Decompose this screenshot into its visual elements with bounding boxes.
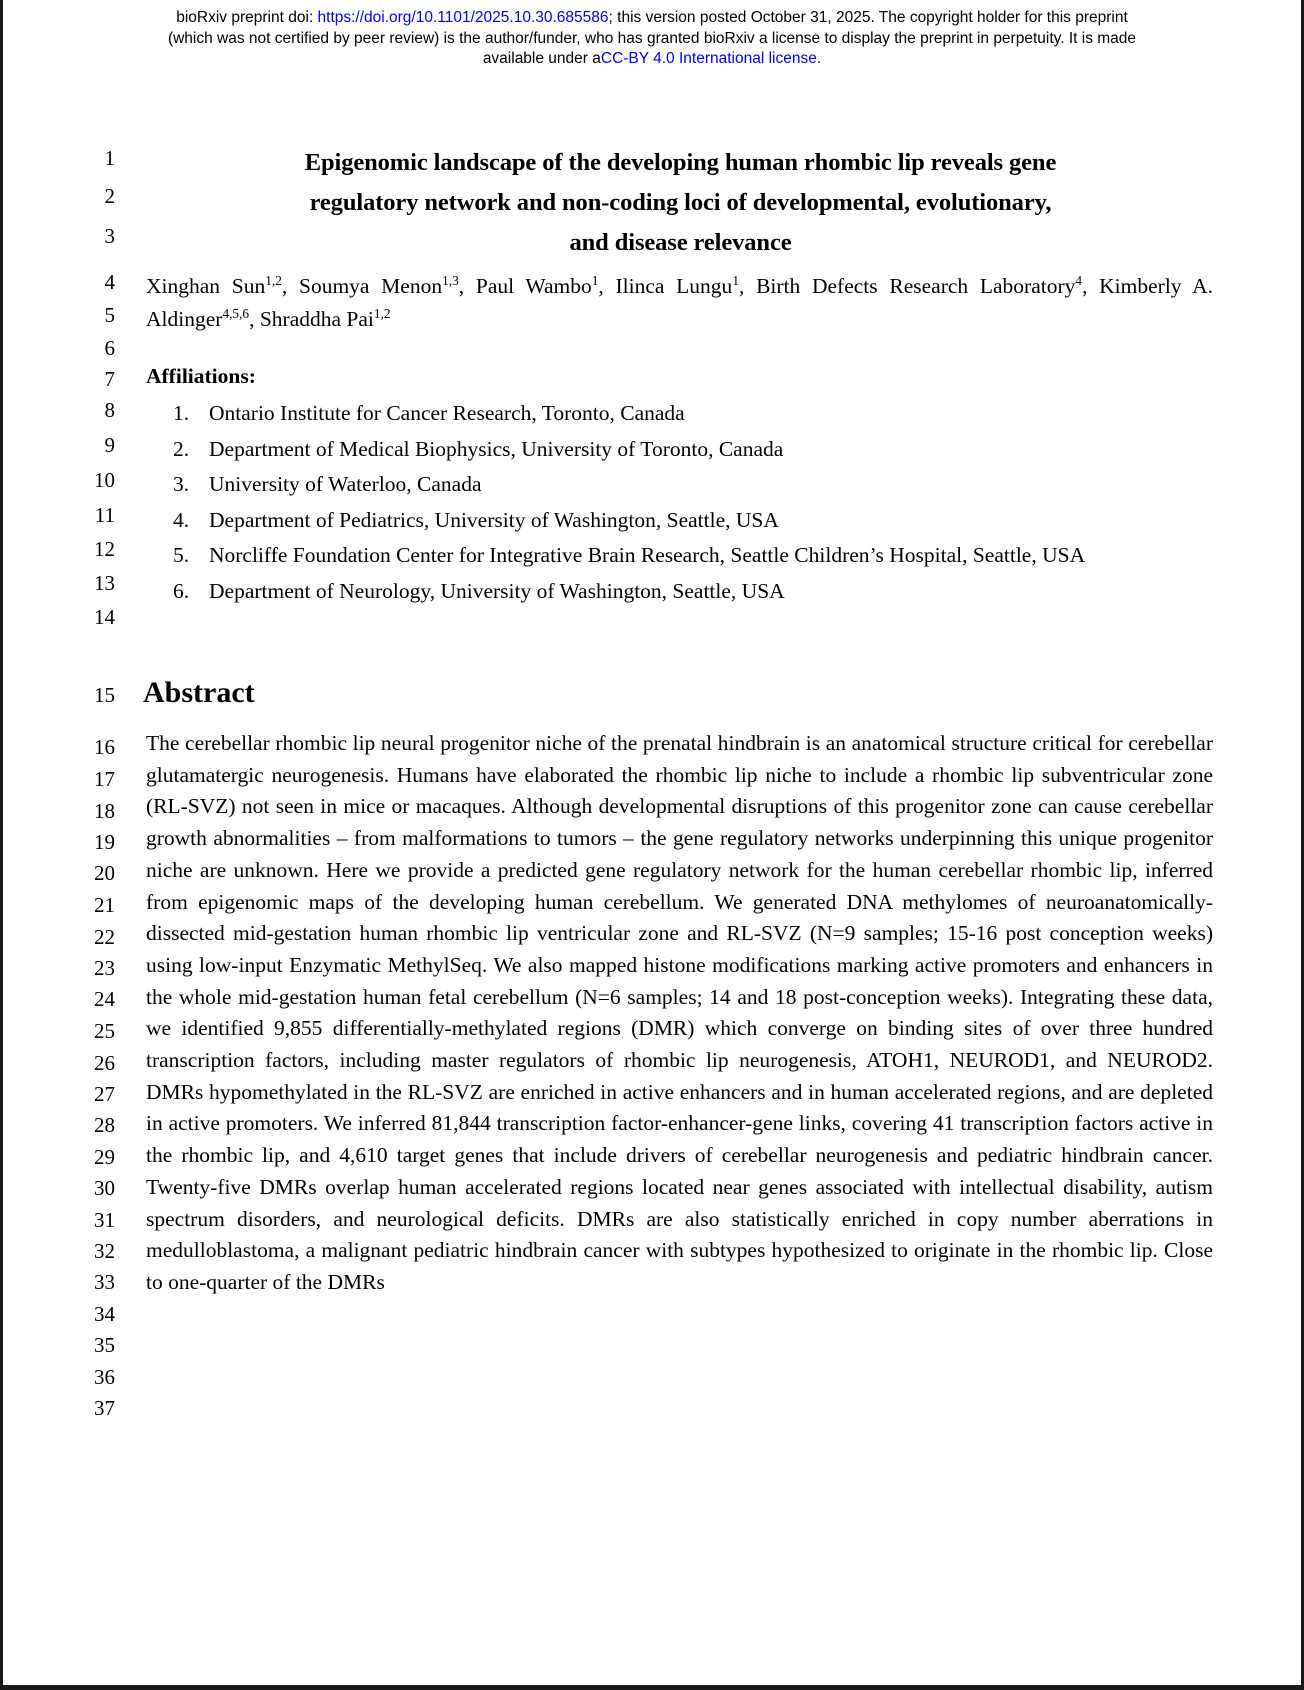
line-number: 10 (94, 468, 115, 492)
author-list: Xinghan Sun$^{1,2}$, Soumya Menon$^{1,3}$, Paul Wambo$^1$, Ilinca Lungu$^1$, Birth Defects Research Laboratory$^4$, Kimberly A. Aldinger$^{4,5,6}$, Shraddha Pai$^{1,2}$ (146, 272, 1213, 331)
header-license-suffix: . (816, 50, 822, 67)
line-number: 12 (94, 537, 115, 561)
line-number: 31 (94, 1208, 115, 1232)
title-line-2: regulatory network and non-coding loci of developmental, evolutionary, (309, 189, 1052, 216)
abstract-paragraph: The cerebellar rhombic lip neural progenitor niche of the prenatal hindbrain is an anatomical structure critical for cerebellar glutamatergic neurogenesis. Humans have elaborated the rhombic lip niche to include a rhombic lip subventricular zone (RL-SVZ) not seen in mice or macaques. Although developmental disruptions of this progenitor zone can cause cerebellar growth abnormalities – from malformations to tumors – the gene regulatory networks underpinning this unique progenitor niche are unknown. Here we provide a predicted gene regulatory network for the human cerebellar rhombic lip, inferred from epigenomic maps of the developing human cerebellum. We generated DNA methylomes of neuroanatomically-dissected mid-gestation human rhombic lip ventricular zone and RL-SVZ (N=9 samples; 15-16 post conception weeks) using low-input Enzymatic MethylSeq. We also mapped histone modifications marking active promoters and enhancers in the whole mid-gestation human fetal cerebellum (N=6 samples; 14 and 18 post-conception weeks). Integrating these data, we identified 9,855 differentially-methylated regions (DMR) which converge on binding sites of over three hundred transcription factors, including master regulators of rhombic lip neurogenesis, ATOH1, NEUROD1, and NEUROD2. DMRs hypomethylated in the RL-SVZ are enriched in active enhancers and in human accelerated regions, and are depleted in active promoters. We inferred 81,844 transcription factor-enhancer-gene links, covering 41 transcription factors active in the rhombic lip, and 4,610 target genes that include drivers of cerebellar neurogenesis and pediatric hindbrain cancer. Twenty-five DMRs overlap human accelerated regions located near genes associated with intellectual disability, autism spectrum disorders, and neurological deficits. DMRs are also statistically enriched in copy number aberrations in medulloblastoma, a malignant pediatric hindbrain cancer with subtypes hypothesized to originate in the rhombic lip. Close to one-quarter of the DMRs (146, 731, 1213, 1294)
author-affiliation-marker: 1,3 (442, 272, 459, 288)
affiliations-heading: Affiliations: (146, 364, 256, 388)
header-line-1 (95, 8, 1209, 29)
author-name: Soumya Menon (298, 274, 443, 298)
affiliation-item (146, 538, 1213, 574)
affiliation-number: 1. (173, 401, 190, 425)
line-number: 29 (94, 1145, 115, 1169)
line-number: 22 (94, 925, 115, 949)
page-title (146, 143, 1215, 263)
affiliation-item (146, 574, 1213, 610)
abstract-heading: Abstract (143, 676, 255, 709)
affiliation-number: 3. (173, 472, 190, 496)
author-name: Kimberly A. Aldinger (146, 274, 1213, 331)
title-line-1: Epigenomic landscape of the developing human rhombic lip reveals gene (304, 149, 1057, 176)
line-number: 24 (94, 987, 115, 1011)
affiliations-list (146, 396, 1213, 609)
line-number: 20 (94, 861, 115, 885)
title-line-3: and disease relevance (569, 229, 792, 256)
doi-link[interactable]: https://doi.org/10.1101/2025.10.30.685586 (317, 9, 609, 26)
line-number: 33 (94, 1270, 115, 1294)
header-doi-suffix: ; this version posted October 31, 2025. The copyright holder for this preprint (608, 9, 1128, 26)
biorxiv-preprint-header (3, 8, 1301, 70)
header-line-3 (95, 49, 1209, 70)
affiliation-number: 4. (173, 507, 190, 532)
line-number: 34 (94, 1302, 115, 1326)
line-number: 9 (104, 433, 115, 457)
affiliation-text: Department of Medical Biophysics, University of Toronto, Canada (209, 436, 784, 461)
author-affiliation-marker: 4,5,6 (222, 305, 250, 321)
line-number: 13 (94, 571, 115, 595)
affiliation-item (146, 432, 1213, 468)
affiliation-text: Department of Pediatrics, University of Washington, Seattle, USA (209, 507, 779, 532)
author-name: Xinghan Sun (146, 274, 266, 298)
line-number: 19 (94, 830, 115, 854)
line-number: 16 (94, 735, 115, 759)
line-number: 21 (94, 893, 115, 917)
header-license-prefix: available under a (482, 50, 601, 67)
line-number: 3 (104, 224, 115, 248)
line-number: 26 (94, 1051, 115, 1075)
affiliation-number: 2. (173, 436, 190, 461)
line-number: 1 (104, 146, 115, 170)
line-number: 2 (104, 184, 115, 208)
author-affiliation-marker: 1 (732, 272, 739, 288)
affiliation-text: Department of Neurology, University of Washington, Seattle, USA (209, 578, 785, 603)
affiliation-text: University of Waterloo, Canada (209, 472, 482, 496)
affiliation-text: Ontario Institute for Cancer Research, Toronto, Canada (209, 401, 685, 425)
line-number: 8 (104, 398, 115, 422)
line-number: 15 (94, 683, 115, 707)
line-number: 5 (104, 303, 115, 327)
line-number: 37 (94, 1396, 115, 1420)
author-name: Birth Defects Research Laboratory (756, 274, 1076, 298)
affiliation-number: 5. (173, 543, 190, 567)
affiliation-item (146, 396, 1213, 432)
author-affiliation-marker: 1,2 (373, 305, 391, 321)
line-number: 7 (104, 367, 115, 391)
line-number: 32 (94, 1239, 115, 1263)
author-affiliation-marker: 1,2 (265, 272, 282, 288)
affiliation-item (146, 503, 1213, 539)
header-line-2: (which was not certified by peer review) is the author/funder, who has granted bioRxiv a license to display the preprint in perpetuity. It is made (167, 29, 1137, 47)
line-number: 18 (94, 799, 115, 823)
affiliation-text: Norcliffe Foundation Center for Integrative Brain Research, Seattle Children’s Hospital, Seattle, USA (209, 543, 1086, 567)
author-affiliation-marker: 1 (591, 272, 599, 288)
affiliation-item (146, 467, 1213, 503)
cc-by-license-link[interactable]: CC-BY 4.0 International license (600, 50, 817, 67)
line-number: 35 (94, 1333, 115, 1357)
line-number: 27 (94, 1082, 115, 1106)
abstract-body (146, 728, 1213, 1299)
line-number: 17 (94, 767, 115, 791)
line-number: 28 (94, 1113, 115, 1137)
author-name: Shraddha Pai (259, 306, 374, 331)
header-doi-prefix: bioRxiv preprint doi: (176, 9, 318, 26)
author-name: Ilinca Lungu (615, 274, 733, 298)
line-number: 30 (94, 1176, 115, 1200)
line-number: 4 (104, 270, 115, 294)
line-number: 36 (94, 1365, 115, 1389)
line-number: 11 (94, 503, 115, 527)
line-number: 14 (94, 605, 115, 629)
author-name: Paul Wambo (475, 274, 592, 298)
affiliation-number: 6. (173, 578, 190, 603)
line-number: 25 (94, 1019, 115, 1043)
line-number: 6 (104, 336, 115, 360)
line-number: 23 (94, 956, 115, 980)
author-affiliation-marker: 4 (1075, 272, 1083, 288)
